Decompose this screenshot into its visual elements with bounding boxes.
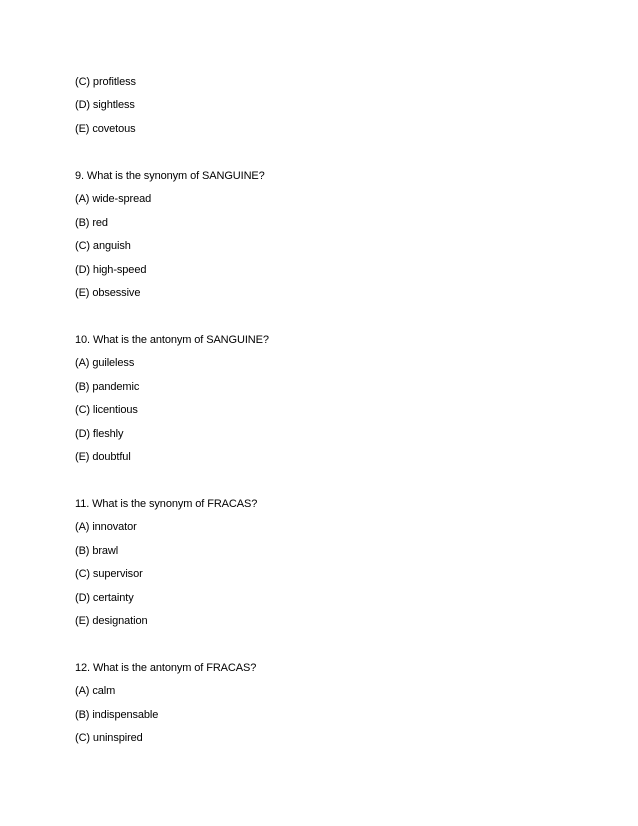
question-9: 9. What is the synonym of SANGUINE? [75, 170, 265, 182]
option-q8-d: (D) sightless [75, 99, 135, 111]
question-10: 10. What is the antonym of SANGUINE? [75, 334, 269, 346]
option-q8-c: (C) profitless [75, 76, 136, 88]
option-q11-e: (E) designation [75, 615, 148, 627]
question-12: 12. What is the antonym of FRACAS? [75, 662, 257, 674]
option-q9-c: (C) anguish [75, 240, 131, 252]
option-q9-a: (A) wide-spread [75, 193, 152, 205]
option-q12-c: (C) uninspired [75, 732, 143, 744]
option-q10-c: (C) licentious [75, 404, 138, 416]
option-q10-a: (A) guileless [75, 357, 135, 369]
option-q11-a: (A) innovator [75, 521, 137, 533]
option-q11-d: (D) certainty [75, 592, 134, 604]
option-q9-e: (E) obsessive [75, 287, 141, 299]
option-q9-d: (D) high-speed [75, 264, 147, 276]
option-q8-e: (E) covetous [75, 123, 136, 135]
option-q12-b: (B) indispensable [75, 709, 159, 721]
option-q11-c: (C) supervisor [75, 568, 143, 580]
option-q10-e: (E) doubtful [75, 451, 131, 463]
option-q10-b: (B) pandemic [75, 381, 140, 393]
question-11: 11. What is the synonym of FRACAS? [75, 498, 258, 510]
option-q10-d: (D) fleshly [75, 428, 124, 440]
option-q12-a: (A) calm [75, 685, 116, 697]
option-q11-b: (B) brawl [75, 545, 119, 557]
option-q9-b: (B) red [75, 217, 108, 229]
